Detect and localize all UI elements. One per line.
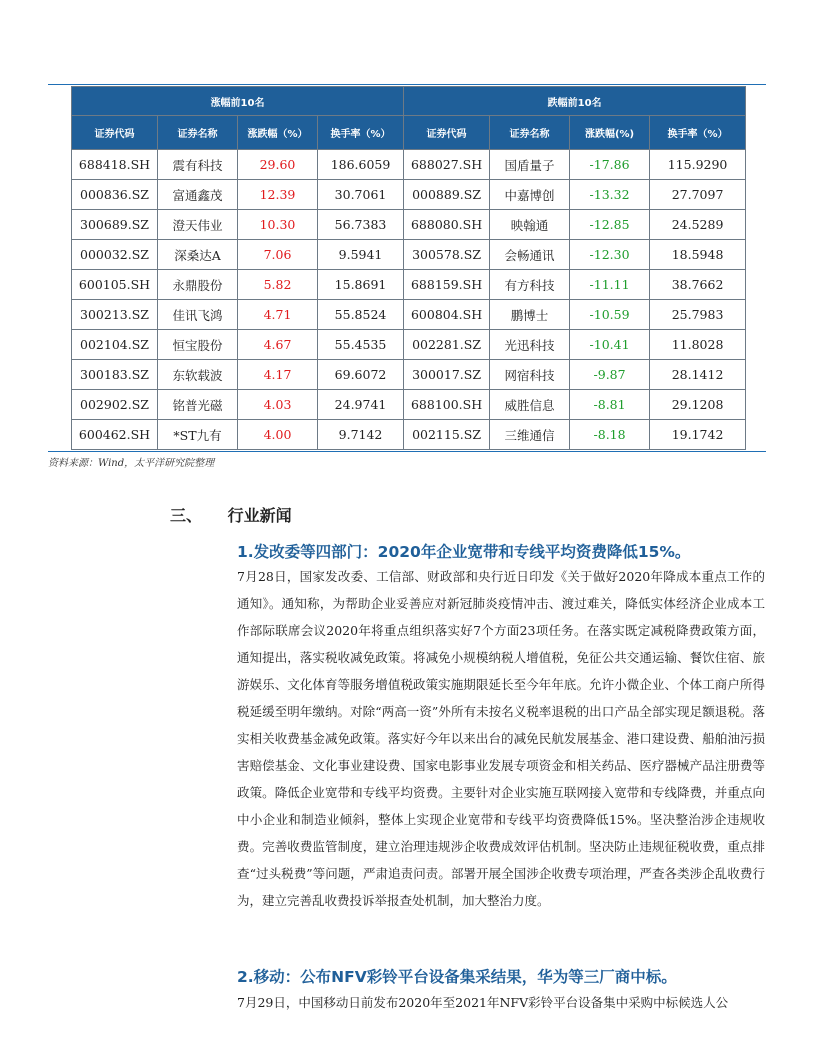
change-pct: 4.67 [238,330,318,360]
stock-name: *ST九有 [158,420,238,450]
turnover-rate: 38.7662 [650,270,746,300]
bottom-rule [48,451,766,452]
table-group-header [72,87,746,116]
gainers-header: 涨幅前10名 [72,87,404,116]
turnover-rate: 24.9741 [318,390,404,420]
news-title: 1.发改委等四部门：2020年企业宽带和专线平均资费降低15%。 [237,543,691,561]
stock-code: 002104.SZ [72,330,158,360]
stock-name: 铭普光磁 [158,390,238,420]
stock-name: 鹏博士 [490,300,570,330]
stock-name: 澄天伟业 [158,210,238,240]
table-row [72,420,746,450]
change-pct: 4.17 [238,360,318,390]
table-row [72,390,746,420]
turnover-rate: 186.6059 [318,150,404,180]
change-pct: -10.41 [570,330,650,360]
stock-code: 688418.SH [72,150,158,180]
change-pct: 4.03 [238,390,318,420]
news-title: 2.移动：公布NFV彩铃平台设备集采结果，华为等三厂商中标。 [237,968,677,986]
change-pct: -11.11 [570,270,650,300]
table-row [72,270,746,300]
stock-code: 300017.SZ [404,360,490,390]
stock-code: 002281.SZ [404,330,490,360]
change-pct: 7.06 [238,240,318,270]
section-number: 三、 [170,506,203,525]
turnover-rate: 28.1412 [650,360,746,390]
stock-code: 002902.SZ [72,390,158,420]
source-note: 资料来源：Wind，太平洋研究院整理 [48,458,215,469]
stock-name: 深桑达A [158,240,238,270]
change-pct: 4.00 [238,420,318,450]
stock-name: 网宿科技 [490,360,570,390]
stock-code: 688027.SH [404,150,490,180]
losers-header: 跌幅前10名 [404,87,746,116]
col-header: 涨跌幅(%) [570,116,650,150]
stock-name: 国盾量子 [490,150,570,180]
news-body: 7月29日，中国移动日前发布2020年至2021年NFV彩铃平台设备集中采购中标候选人公 [237,995,729,1010]
stock-code: 300213.SZ [72,300,158,330]
stock-code: 300689.SZ [72,210,158,240]
turnover-rate: 11.8028 [650,330,746,360]
turnover-rate: 29.1208 [650,390,746,420]
stock-code: 002115.SZ [404,420,490,450]
turnover-rate: 19.1742 [650,420,746,450]
turnover-rate: 69.6072 [318,360,404,390]
stock-name: 震有科技 [158,150,238,180]
change-pct: 4.71 [238,300,318,330]
col-header: 证券名称 [158,116,238,150]
stock-code: 000836.SZ [72,180,158,210]
stock-name: 永鼎股份 [158,270,238,300]
col-header: 换手率（%） [650,116,746,150]
turnover-rate: 24.5289 [650,210,746,240]
news-body: 7月28日，国家发改委、工信部、财政部和央行近日印发《关于做好2020年降成本重点工作的通知》。通知称，为帮助企业妥善应对新冠肺炎疫情冲击、渡过难关，降低实体经济企业成本工作部际联席会议2020年将重点组织落实好7个方面23项任务。在落实既定减税降费政策方面，通知提出，落实税收减免政策。将减免小规模纳税人增值税，免征公共交通运输、餐饮住宿、旅游娱乐、文化体育等服务增值税政策实施期限延长至今年年底。允许小微企业、个体工商户所得税延缓至明年缴纳。对除“两高一资”外所有未按名义税率退税的出口产品全部实现足额退税。落实相关收费基金减免政策。落实好今年以来出台的减免民航发展基金、港口建设费、船舶油污损害赔偿基金、文化事业建设费、国家电影事业发展专项资金和相关药品、医疗器械产品注册费等政策。降低企业宽带和专线平均资费。主要针对企业实施互联网接入宽带和专线降费，并重点向中小企业和制造业倾斜，整体上实现企业宽带和专线平均资费降低15%。坚决整治涉企违规收费。完善收费监管制度，建立治理违规涉企收费成效评估机制。坚决防止违规征税收费，重点排查“过头税费”等问题，严肃追责问责。部署开展全国涉企收费专项治理，严查各类涉企乱收费行为，建立完善乱收费投诉举报查处机制，加大整治力度。 [237,569,765,908]
change-pct: -8.18 [570,420,650,450]
stock-code: 688080.SH [404,210,490,240]
table-row [72,330,746,360]
turnover-rate: 55.8524 [318,300,404,330]
stock-code: 000889.SZ [404,180,490,210]
col-header: 换手率（%） [318,116,404,150]
col-header: 证券名称 [490,116,570,150]
table-row [72,210,746,240]
stock-ranking-table [71,86,746,450]
stock-name: 映翰通 [490,210,570,240]
col-header: 证券代码 [72,116,158,150]
table-row [72,150,746,180]
col-header: 涨跌幅（%） [238,116,318,150]
table-row [72,180,746,210]
table-row [72,300,746,330]
turnover-rate: 115.9290 [650,150,746,180]
stock-name: 光迅科技 [490,330,570,360]
change-pct: 10.30 [238,210,318,240]
change-pct: -8.81 [570,390,650,420]
stock-name: 威胜信息 [490,390,570,420]
turnover-rate: 55.4535 [318,330,404,360]
section-heading [170,503,292,526]
stock-name: 有方科技 [490,270,570,300]
change-pct: 12.39 [238,180,318,210]
turnover-rate: 27.7097 [650,180,746,210]
top-rule [48,84,766,85]
change-pct: -12.30 [570,240,650,270]
change-pct: 5.82 [238,270,318,300]
turnover-rate: 18.5948 [650,240,746,270]
stock-code: 688100.SH [404,390,490,420]
stock-code: 600804.SH [404,300,490,330]
change-pct: -9.87 [570,360,650,390]
stock-name: 佳讯飞鸿 [158,300,238,330]
col-header: 证券代码 [404,116,490,150]
table-body [72,150,746,450]
stock-name: 恒宝股份 [158,330,238,360]
change-pct: -10.59 [570,300,650,330]
stock-code: 600105.SH [72,270,158,300]
table-row [72,360,746,390]
turnover-rate: 56.7383 [318,210,404,240]
stock-code: 688159.SH [404,270,490,300]
section-title: 行业新闻 [227,506,292,525]
stock-code: 000032.SZ [72,240,158,270]
change-pct: 29.60 [238,150,318,180]
stock-name: 富通鑫茂 [158,180,238,210]
stock-name: 中嘉博创 [490,180,570,210]
stock-name: 会畅通讯 [490,240,570,270]
turnover-rate: 9.7142 [318,420,404,450]
turnover-rate: 15.8691 [318,270,404,300]
change-pct: -12.85 [570,210,650,240]
stock-code: 600462.SH [72,420,158,450]
change-pct: -17.86 [570,150,650,180]
stock-code: 300578.SZ [404,240,490,270]
change-pct: -13.32 [570,180,650,210]
turnover-rate: 25.7983 [650,300,746,330]
table-column-header [72,116,746,150]
turnover-rate: 9.5941 [318,240,404,270]
stock-code: 300183.SZ [72,360,158,390]
stock-name: 东软载波 [158,360,238,390]
stock-name: 三维通信 [490,420,570,450]
turnover-rate: 30.7061 [318,180,404,210]
table-row [72,240,746,270]
